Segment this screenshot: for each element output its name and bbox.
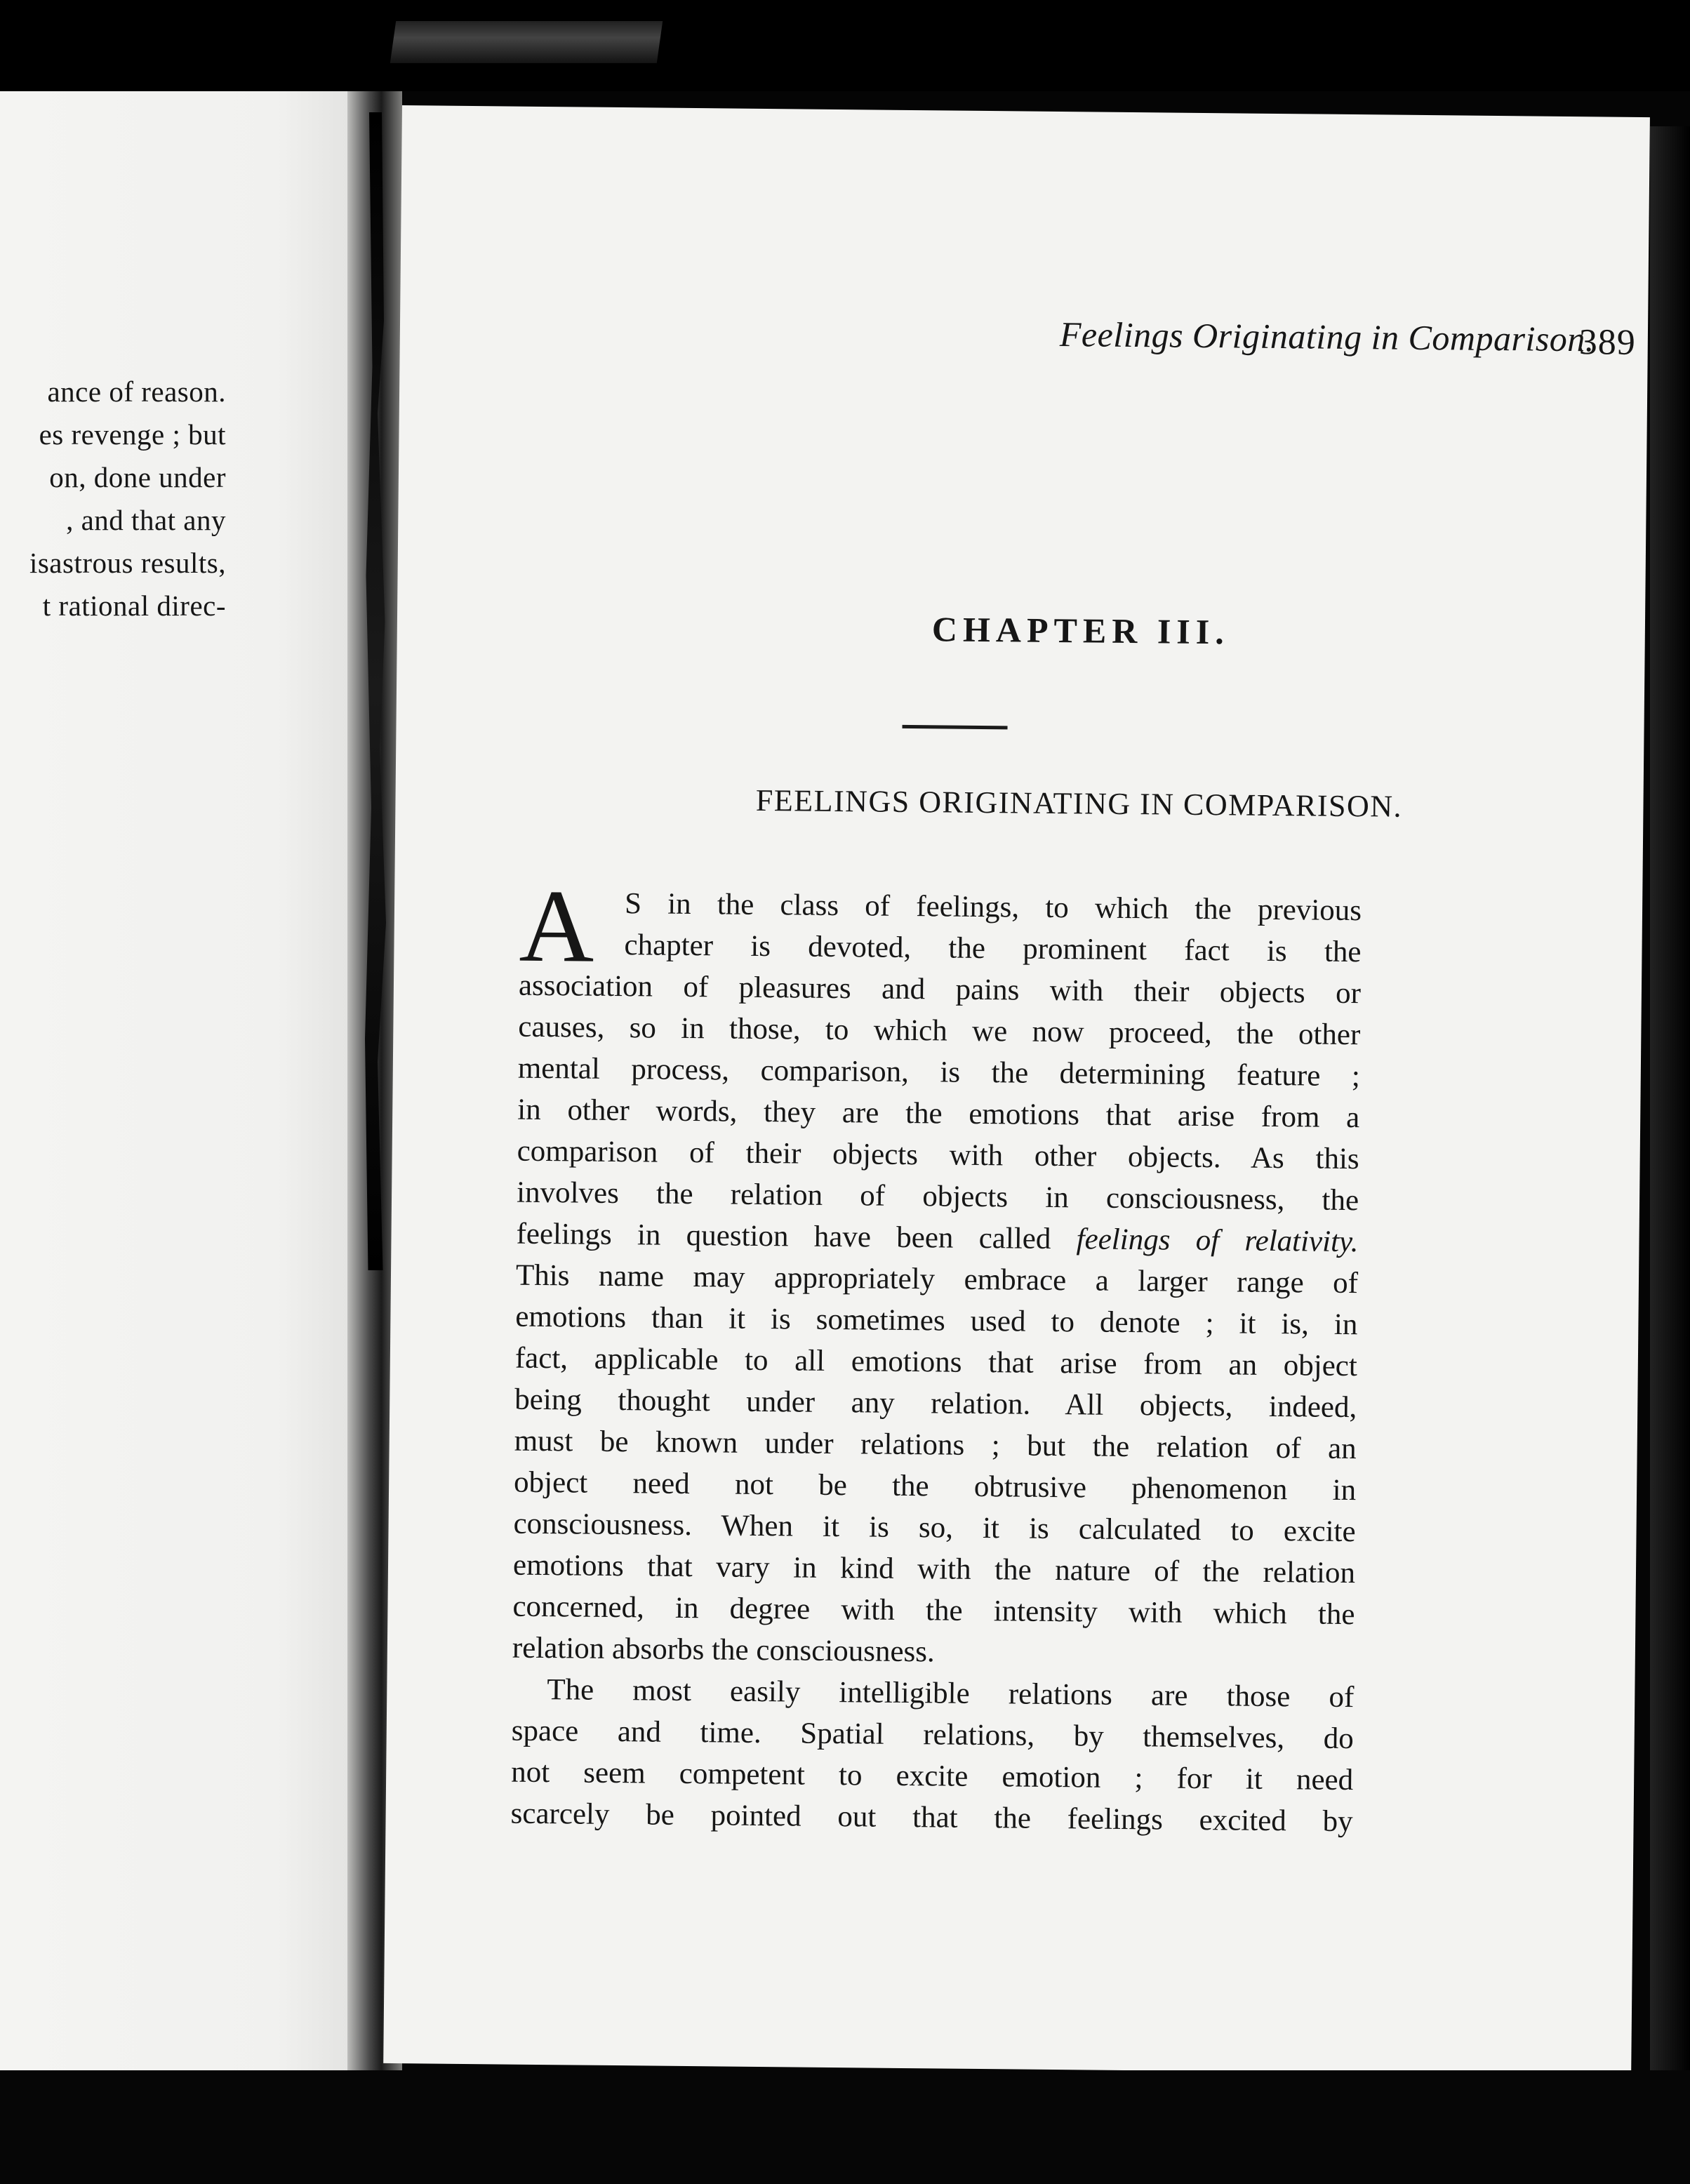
- text-line: scarcely be pointed out that the feelings excited by: [510, 1797, 1353, 1839]
- text-line: must be known under relations ; but the relation of an: [514, 1424, 1357, 1466]
- left-line: es revenge ; but: [39, 418, 226, 451]
- left-page-text: [0, 371, 226, 627]
- italic-phrase: feelings of relativity.: [1076, 1223, 1359, 1259]
- text-line: S in the class of feelings, to which the previous: [624, 887, 1362, 928]
- text-fragment: feelings in question have been called: [516, 1217, 1077, 1256]
- chapter-number: CHAPTER III.: [931, 609, 1230, 652]
- text-line: This name may appropriately embrace a larger range of: [515, 1258, 1359, 1300]
- text-line: causes, so in those, to which we now proceed, the other: [518, 1010, 1361, 1052]
- scan-bottom-border: [0, 2070, 1690, 2184]
- running-head: [653, 309, 1690, 370]
- text-line: The most easily intelligible relations are those of: [547, 1673, 1355, 1714]
- text-line: concerned, in degree with the intensity with which the: [512, 1590, 1355, 1632]
- text-line: chapter is devoted, the prominent fact is the: [624, 928, 1362, 969]
- left-line: t rational direc-: [42, 590, 226, 622]
- chapter-heading: FEELINGS ORIGINATING IN COMPARISON.: [755, 783, 1403, 824]
- text-line: association of pleasures and pains with their objects or: [518, 968, 1362, 1011]
- text-line: consciousness. When it is so, it is calculated to excite: [513, 1507, 1356, 1549]
- text-line: being thought under any relation. All objects, indeed,: [514, 1383, 1357, 1425]
- right-page: [383, 105, 1650, 2075]
- left-line: isastrous results,: [29, 547, 226, 579]
- text-line: fact, applicable to all emotions that arise from an object: [514, 1341, 1358, 1383]
- page-number: 389: [1578, 322, 1637, 363]
- left-line: ance of reason.: [47, 375, 226, 408]
- text-line: in other words, they are the emotions that arise from a: [517, 1093, 1360, 1135]
- drop-cap: A: [518, 868, 595, 985]
- text-line: emotions that vary in kind with the nature of the relation: [512, 1548, 1356, 1590]
- chapter-rule: [903, 725, 1008, 729]
- text-line: space and time. Spatial relations, by themselves, do: [511, 1714, 1354, 1756]
- text-line: relation absorbs the consciousness.: [512, 1631, 935, 1669]
- scan-artifact: [390, 21, 663, 63]
- body-text: [510, 868, 1362, 1842]
- running-title: Feelings Originating in Comparison.: [1059, 314, 1595, 359]
- left-page: [0, 91, 347, 2070]
- scan-right-border: [1650, 126, 1690, 2070]
- text-line: mental process, comparison, is the determining feature ;: [517, 1051, 1361, 1093]
- left-line: on, done under: [49, 461, 226, 493]
- text-line: comparison of their objects with other objects. As this: [517, 1134, 1359, 1176]
- text-line: emotions than it is sometimes used to denote ; it is, in: [515, 1300, 1358, 1342]
- text-line: object need not be the obtrusive phenomenon in: [513, 1465, 1357, 1507]
- left-line: , and that any: [66, 504, 226, 536]
- scan-top-border: [0, 0, 1690, 91]
- text-line: involves the relation of objects in consciousness, the: [516, 1176, 1359, 1218]
- text-line: not seem competent to excite emotion ; for it need: [510, 1755, 1354, 1797]
